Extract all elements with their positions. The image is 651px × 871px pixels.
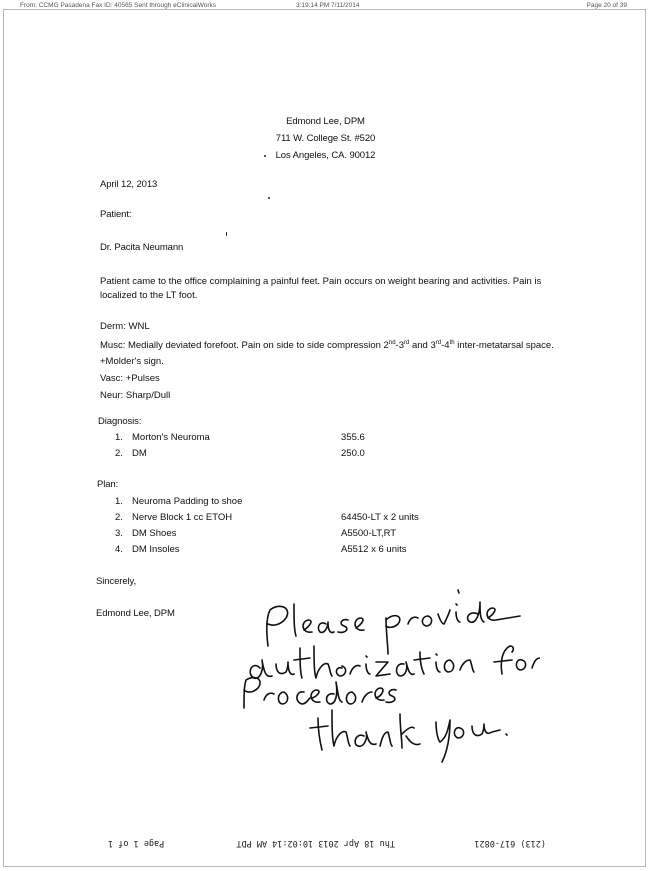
fax-header-from: From: CCMG Pasadena Fax ID: 40565 Sent through eClinicalWorks [20, 2, 217, 9]
fax-footer-page: Page 1 of 1 [108, 838, 165, 848]
fax-footer-date: Thu 18 Apr 2013 10:02:14 AM PDT [236, 838, 395, 848]
letterhead-address-2: Los Angeles, CA. 90012 [275, 150, 376, 161]
exam-derm: Derm: WNL [100, 321, 150, 332]
fax-footer-upside-down [0, 836, 651, 850]
recipient: Dr. Pacita Neumann [100, 242, 184, 253]
letter-date: April 12, 2013 [100, 179, 158, 190]
letterhead-address-1: 711 W. College St. #520 [275, 133, 376, 144]
closing-sincerely: Sincerely, [96, 576, 137, 587]
complaint-paragraph: Patient came to the office complaining a painful feet. Pain occurs on weight bearing and activities. Pain is localized to the LT foot. [100, 276, 542, 301]
exam-musc: Musc: Medially deviated forefoot. Pain on side to side compression 2nd-3rd and 3rd-4th inter-metatarsal space. +Molder's sign. [100, 340, 554, 368]
exam-findings [100, 318, 560, 404]
scan-speck [268, 197, 270, 199]
handwritten-note [230, 588, 540, 768]
exam-neur: Neur: Sharp/Dull [100, 390, 171, 402]
plan-heading: Plan: [97, 479, 119, 490]
diagnosis-heading: Diagnosis: [98, 416, 142, 427]
closing-signature: Edmond Lee, DPM [96, 608, 175, 619]
letterhead-name: Edmond Lee, DPM [286, 116, 365, 127]
fax-header-page: Page 20 of 39 [586, 2, 627, 9]
fax-header [0, 1, 651, 11]
scan-speck [226, 232, 227, 236]
fax-footer-phone: (213) 617-0821 [474, 838, 546, 848]
fax-header-time: 3:19:14 PM 7/11/2014 [296, 2, 360, 9]
exam-vasc: Vasc: +Pulses [100, 373, 160, 385]
scan-speck [264, 155, 266, 157]
patient-label: Patient: [100, 209, 132, 220]
